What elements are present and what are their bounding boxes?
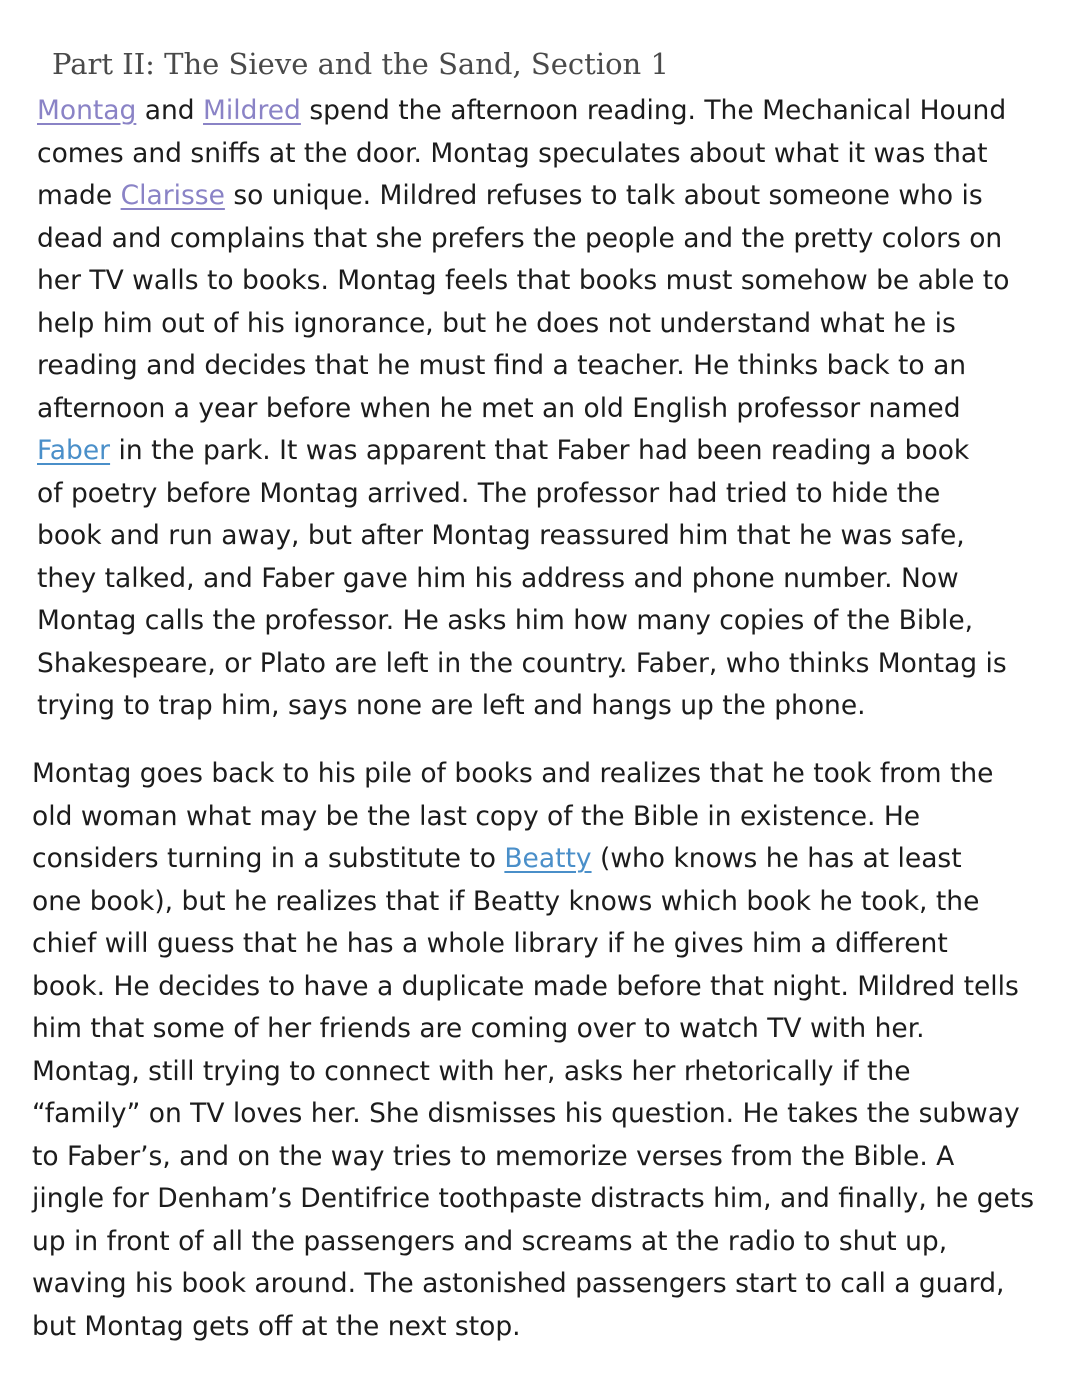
text-line: “family” on TV loves her. She dismisses his question. He takes the subway <box>32 1098 1020 1129</box>
text-fragment: spend the afternoon reading. The Mechanical Hound <box>300 95 1007 126</box>
text-fragment: considers turning in a substitute to <box>32 843 505 874</box>
text-line: reading and decides that he must find a teacher. He thinks back to an <box>37 350 967 381</box>
text-line: Montag, still trying to connect with her, asks her rhetorically if the <box>32 1055 911 1087</box>
text-line: him that some of her friends are coming over to watch TV with her. <box>32 1013 925 1044</box>
text-line: help him out of his ignorance, but he does not understand what he is <box>37 307 956 339</box>
text-line <box>32 838 1034 881</box>
text-line: up in front of all the passengers and screams at the radio to shut up, <box>32 1225 948 1257</box>
text-line <box>37 430 1009 473</box>
text-line: waving his book around. The astonished passengers start to call a guard, <box>32 1268 1005 1299</box>
link-clarisse[interactable]: Clarisse <box>120 180 225 211</box>
text-fragment: so unique. Mildred refuses to talk about someone who is <box>224 180 983 211</box>
text-line <box>37 175 1009 218</box>
text-line: dead and complains that she prefers the people and the pretty colors on <box>37 222 1003 254</box>
link-beatty[interactable]: Beatty <box>504 843 592 874</box>
text-line <box>37 90 1009 133</box>
text-line: Montag calls the professor. He asks him how many copies of the Bible, <box>37 605 974 636</box>
text-line: Shakespeare, or Plato are left in the country. Faber, who thinks Montag is <box>37 647 1007 679</box>
text-line: afternoon a year before when he met an old English professor named <box>37 392 961 424</box>
text-line: book. He decides to have a duplicate made before that night. Mildred tells <box>32 970 1019 1002</box>
text-line: chief will guess that he has a whole library if he gives him a different <box>32 928 948 959</box>
text-fragment: in the park. It was apparent that Faber had been reading a book <box>110 435 970 466</box>
text-line: trying to trap him, says none are left and hangs up the phone. <box>37 690 866 721</box>
text-line: they talked, and Faber gave him his address and phone number. Now <box>37 562 959 594</box>
section-title: Part II: The Sieve and the Sand, Section 1 <box>52 47 669 81</box>
text-fragment: made <box>37 180 121 211</box>
text-line: of poetry before Montag arrived. The professor had tried to hide the <box>37 477 941 509</box>
summary-paragraph-1 <box>37 90 1009 728</box>
text-line: old woman what may be the last copy of the Bible in existence. He <box>32 800 921 832</box>
text-line: comes and sniffs at the door. Montag speculates about what it was that <box>37 137 988 169</box>
link-faber[interactable]: Faber <box>37 435 111 466</box>
summary-paragraph-2 <box>32 753 1034 1348</box>
text-line: her TV walls to books. Montag feels that books must somehow be able to <box>37 265 1010 296</box>
text-line: to Faber’s, and on the way tries to memorize verses from the Bible. A <box>32 1140 955 1172</box>
text-line: jingle for Denham’s Dentifrice toothpaste distracts him, and finally, he gets <box>32 1183 1035 1214</box>
text-line: book and run away, but after Montag reassured him that he was safe, <box>37 520 965 551</box>
text-line: one book), but he realizes that if Beatty knows which book he took, the <box>32 885 980 917</box>
link-mildred[interactable]: Mildred <box>203 95 301 126</box>
text-line: Montag goes back to his pile of books and realizes that he took from the <box>32 758 994 789</box>
text-fragment: (who knows he has at least <box>591 843 962 874</box>
link-montag[interactable]: Montag <box>37 95 137 126</box>
text-line: but Montag gets off at the next stop. <box>32 1310 521 1342</box>
text-fragment: and <box>136 95 204 126</box>
